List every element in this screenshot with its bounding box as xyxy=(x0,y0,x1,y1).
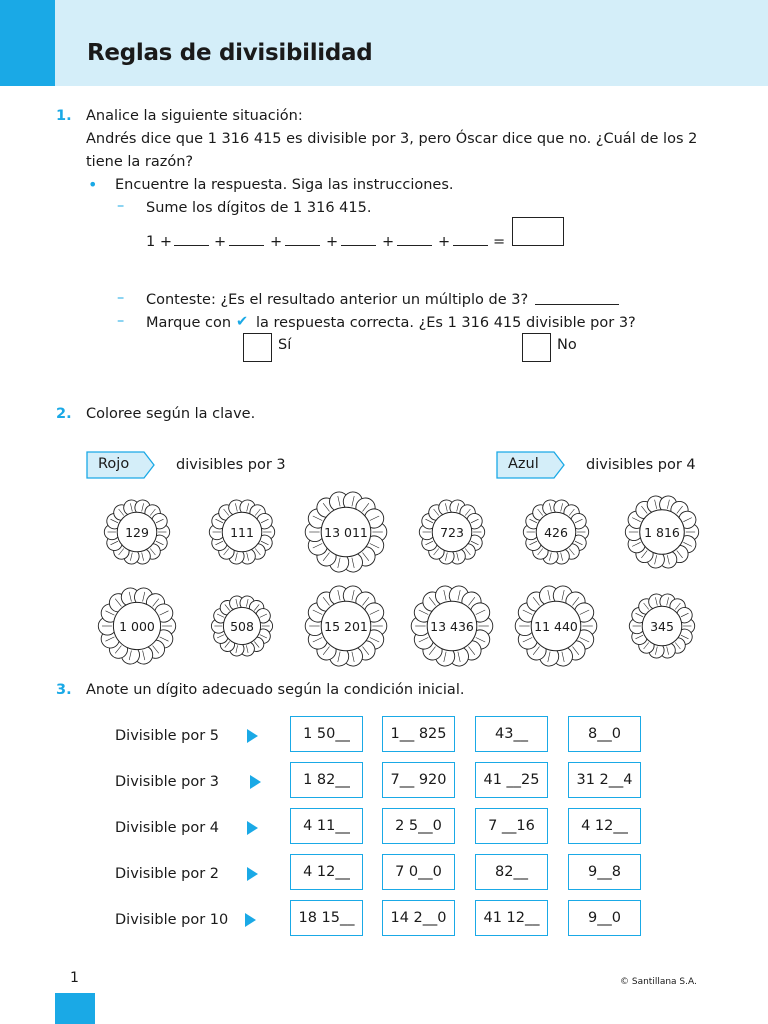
q1-step2: Conteste: ¿Es el resultado anterior un múltiplo de 3? xyxy=(146,292,529,308)
flower-number: 723 xyxy=(440,524,464,540)
plus-sign: + xyxy=(382,234,395,250)
flower-number: 426 xyxy=(544,524,568,540)
footer-accent-tab xyxy=(55,993,95,1024)
arrow-right-icon xyxy=(245,913,256,927)
plus-sign: + xyxy=(214,234,227,250)
number-flower[interactable] xyxy=(410,584,494,668)
page-header xyxy=(0,0,768,86)
plus-sign: + xyxy=(270,234,283,250)
flower-number: 508 xyxy=(230,618,254,634)
arrow-right-icon xyxy=(247,867,258,881)
q2-instruction: Coloree según la clave. xyxy=(86,406,256,422)
q1-step3-b: la respuesta correcta. ¿Es 1 316 415 divisible por 3? xyxy=(256,315,636,331)
question-1-number: 1. xyxy=(56,108,72,124)
number-cell[interactable]: 4 12__ xyxy=(568,808,641,844)
no-checkbox[interactable] xyxy=(522,333,551,362)
question-3-number: 3. xyxy=(56,682,72,698)
q1-line1: Andrés dice que 1 316 415 es divisible por 3, pero Óscar dice que no. ¿Cuál de los 2 xyxy=(86,131,698,147)
number-cell[interactable]: 31 2__4 xyxy=(568,762,641,798)
number-cell[interactable]: 2 5__0 xyxy=(382,808,455,844)
key-red-text: divisibles por 3 xyxy=(176,457,286,473)
number-flower[interactable] xyxy=(304,584,388,668)
digit-blank-1[interactable] xyxy=(174,232,209,246)
number-flower[interactable] xyxy=(97,586,177,666)
number-cell[interactable]: 7__ 920 xyxy=(382,762,455,798)
flower-number: 11 440 xyxy=(534,618,578,634)
condition-label: Divisible por 4 xyxy=(115,820,220,836)
number-flower[interactable] xyxy=(418,498,486,566)
key-blue-text: divisibles por 4 xyxy=(586,457,696,473)
number-cell[interactable]: 7 __16 xyxy=(475,808,548,844)
q1-line2: tiene la razón? xyxy=(86,154,194,170)
digit-blank-6[interactable] xyxy=(453,232,488,246)
question-2-number: 2. xyxy=(56,406,72,422)
number-cell[interactable]: 4 11__ xyxy=(290,808,363,844)
flower-number: 13 436 xyxy=(430,618,474,634)
key-red-tag xyxy=(86,451,156,479)
number-cell[interactable]: 1 50__ xyxy=(290,716,363,752)
digit-blank-3[interactable] xyxy=(285,232,320,246)
arrow-right-icon xyxy=(250,775,261,789)
digit-blank-5[interactable] xyxy=(397,232,432,246)
number-cell[interactable]: 41 12__ xyxy=(475,900,548,936)
copyright: © Santillana S.A. xyxy=(620,977,697,987)
flower-number: 15 201 xyxy=(324,618,368,634)
q1-step3-a: Marque con xyxy=(146,315,232,331)
number-cell[interactable]: 9__0 xyxy=(568,900,641,936)
number-cell[interactable]: 8__0 xyxy=(568,716,641,752)
condition-label: Divisible por 5 xyxy=(115,728,220,744)
flower-number: 1 816 xyxy=(644,524,680,540)
number-flower[interactable] xyxy=(103,498,171,566)
arrow-right-icon xyxy=(247,729,258,743)
number-flower[interactable] xyxy=(304,490,388,574)
check-icon: ✔ xyxy=(236,314,249,330)
plus-sign: + xyxy=(326,234,339,250)
arrow-right-icon xyxy=(247,821,258,835)
flower-number: 129 xyxy=(125,524,149,540)
condition-label: Divisible por 2 xyxy=(115,866,220,882)
yes-checkbox[interactable] xyxy=(243,333,272,362)
digit-blank-2[interactable] xyxy=(229,232,264,246)
dash-icon: – xyxy=(117,198,125,214)
key-blue-tag xyxy=(496,451,566,479)
condition-label: Divisible por 10 xyxy=(115,912,229,928)
multiple-answer-blank[interactable] xyxy=(535,291,619,305)
no-label: No xyxy=(557,337,577,353)
number-cell[interactable]: 82__ xyxy=(475,854,548,890)
number-cell[interactable]: 41 __25 xyxy=(475,762,548,798)
q1-step1: Sume los dígitos de 1 316 415. xyxy=(146,200,372,216)
equals-sign: = xyxy=(493,234,506,250)
number-flower[interactable] xyxy=(624,494,700,570)
number-flower[interactable] xyxy=(208,498,276,566)
flower-number: 13 011 xyxy=(324,524,368,540)
dash-icon: – xyxy=(117,313,125,329)
number-flower[interactable] xyxy=(522,498,590,566)
q3-instruction: Anote un dígito adecuado según la condición inicial. xyxy=(86,682,465,698)
page-title: Reglas de divisibilidad xyxy=(87,40,373,66)
q1-bullet-text: Encuentre la respuesta. Siga las instrucciones. xyxy=(115,177,454,193)
header-accent-tab xyxy=(0,0,55,86)
flower-number: 345 xyxy=(650,618,674,634)
number-cell[interactable]: 43__ xyxy=(475,716,548,752)
key-blue-label: Azul xyxy=(508,456,539,472)
flower-number: 111 xyxy=(230,524,254,540)
bullet-icon: • xyxy=(88,175,98,194)
number-cell[interactable]: 1__ 825 xyxy=(382,716,455,752)
sum-result-box[interactable] xyxy=(512,217,564,246)
yes-label: Sí xyxy=(278,337,292,353)
number-cell[interactable]: 7 0__0 xyxy=(382,854,455,890)
q1-intro: Analice la siguiente situación: xyxy=(86,108,303,124)
number-flower[interactable] xyxy=(628,592,696,660)
flower-number: 1 000 xyxy=(119,618,155,634)
number-cell[interactable]: 18 15__ xyxy=(290,900,363,936)
key-red-label: Rojo xyxy=(98,456,130,472)
dash-icon: – xyxy=(117,290,125,306)
sum-start: 1 + xyxy=(146,234,172,250)
number-cell[interactable]: 1 82__ xyxy=(290,762,363,798)
plus-sign: + xyxy=(438,234,451,250)
number-cell[interactable]: 14 2__0 xyxy=(382,900,455,936)
number-cell[interactable]: 9__8 xyxy=(568,854,641,890)
condition-label: Divisible por 3 xyxy=(115,774,220,790)
number-cell[interactable]: 4 12__ xyxy=(290,854,363,890)
page-number: 1 xyxy=(70,970,79,986)
digit-blank-4[interactable] xyxy=(341,232,376,246)
number-flower[interactable] xyxy=(210,594,274,658)
number-flower[interactable] xyxy=(514,584,598,668)
